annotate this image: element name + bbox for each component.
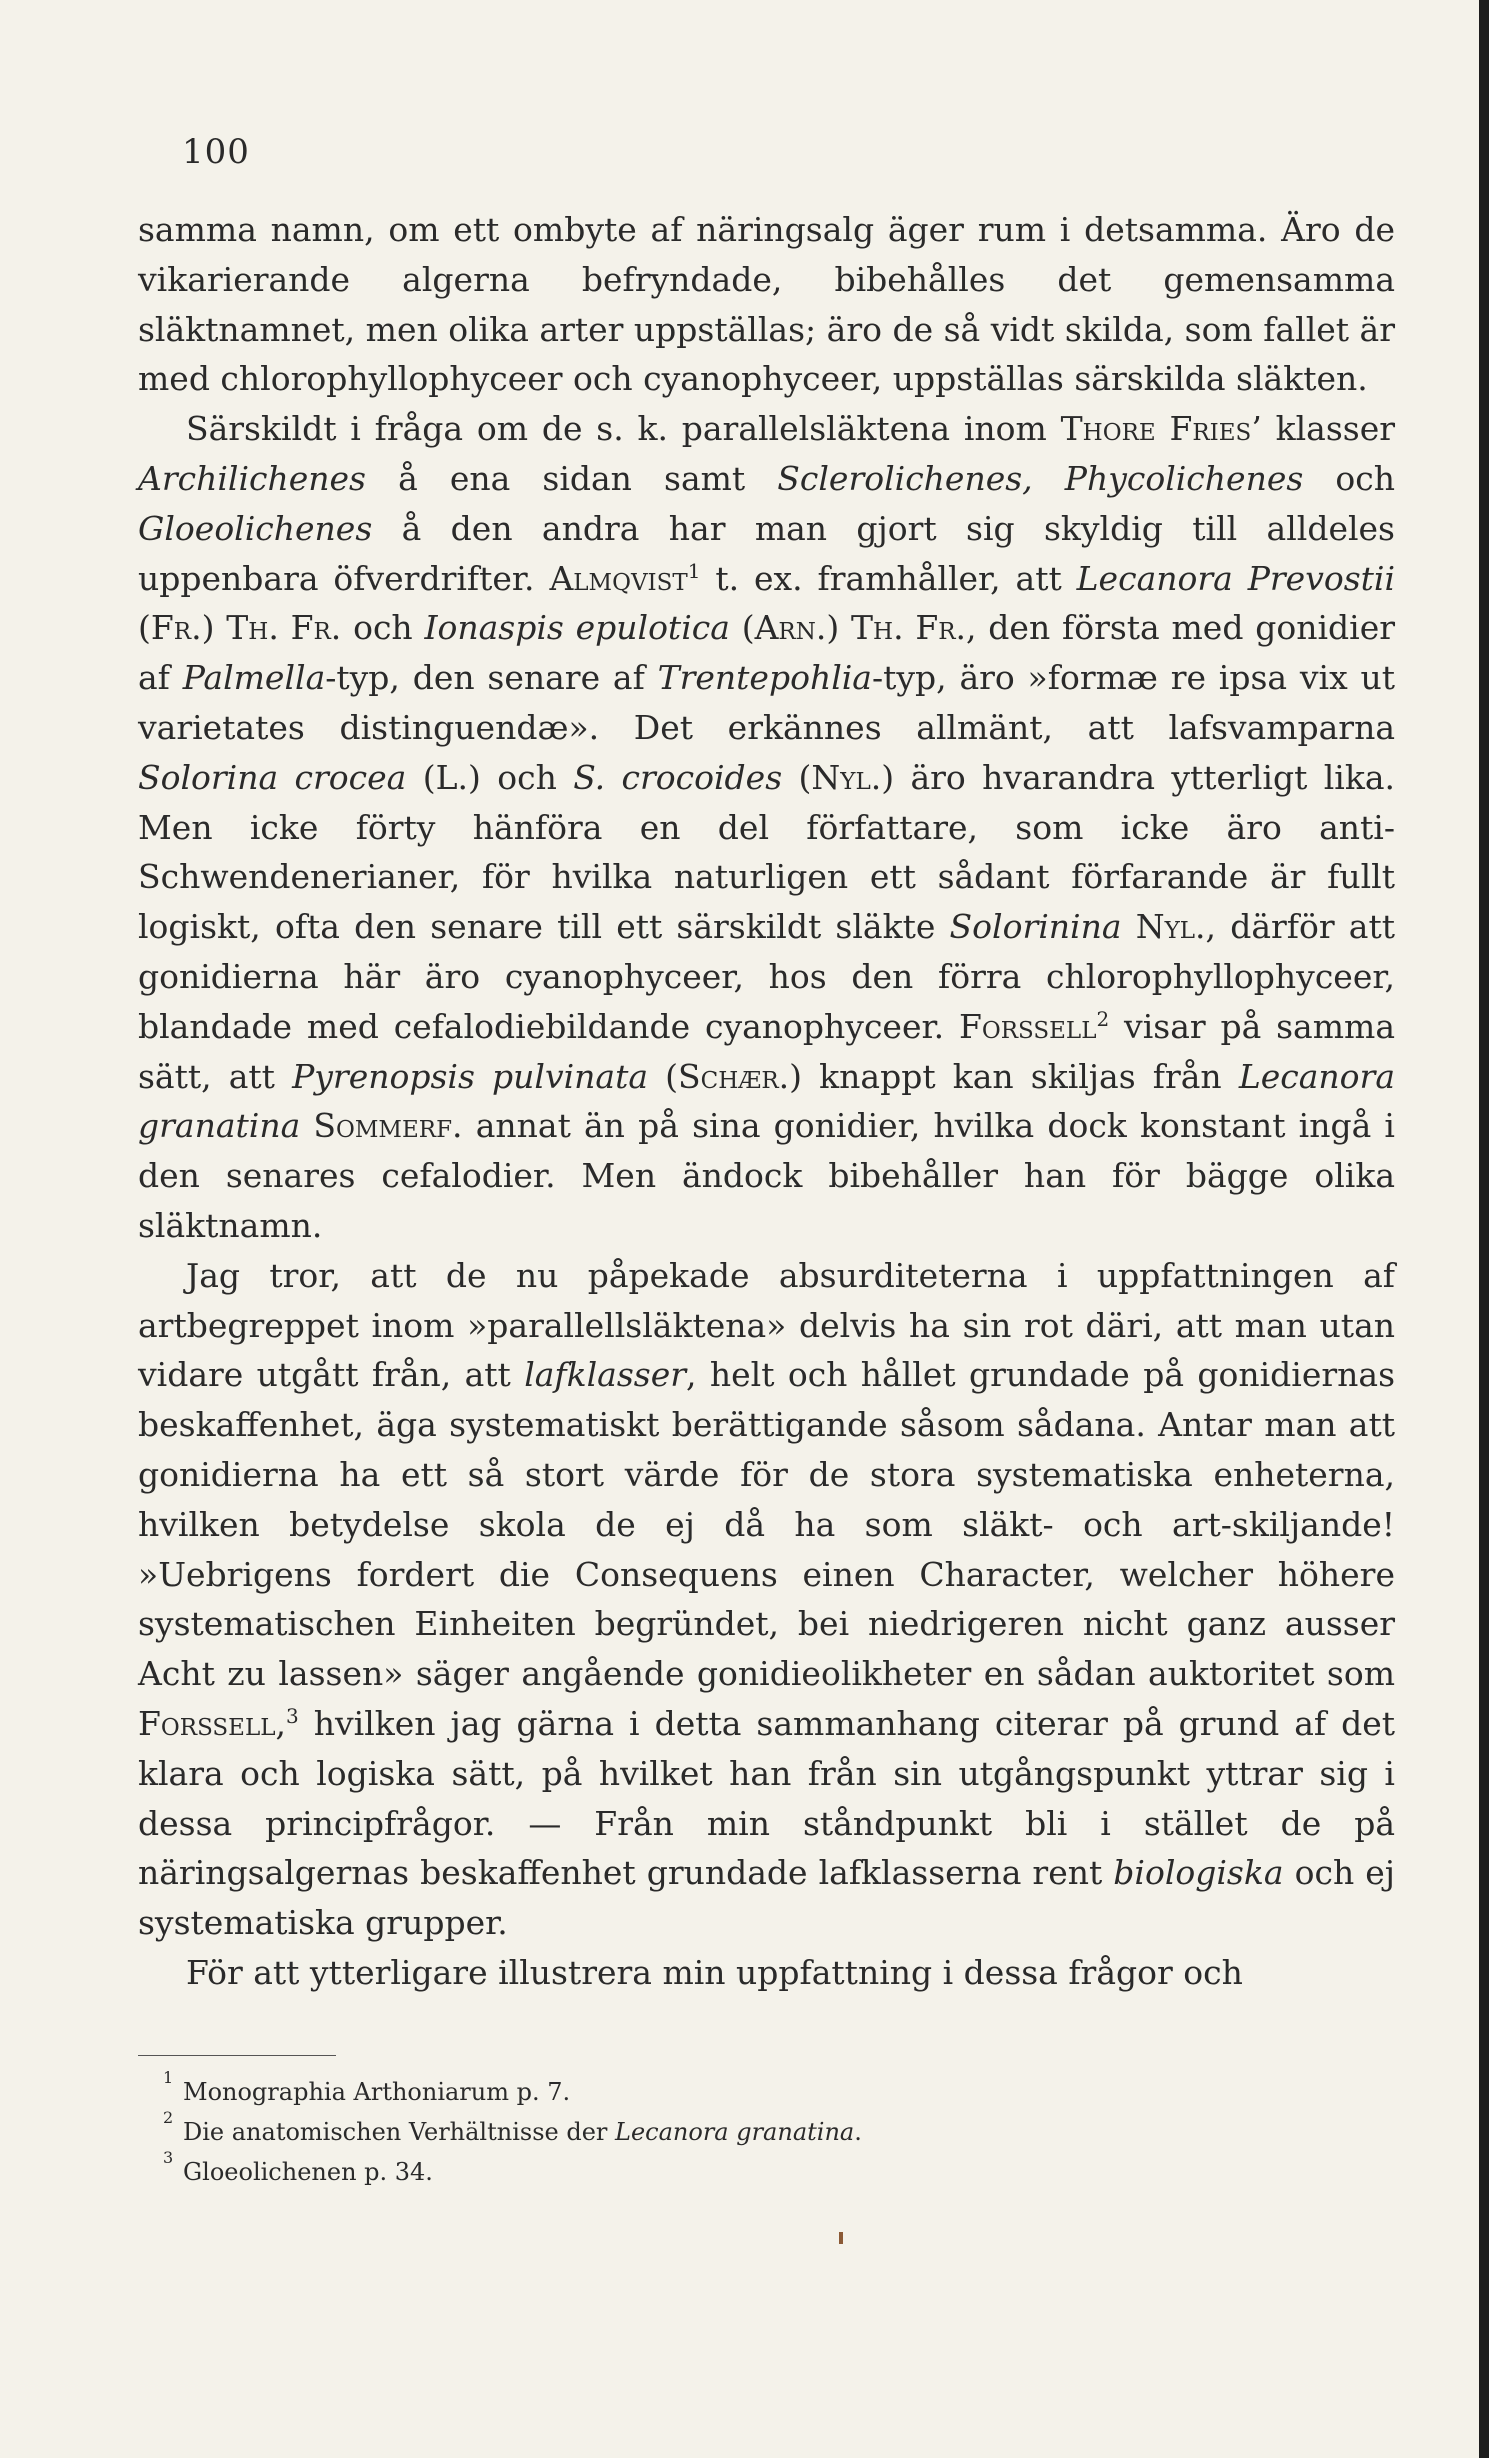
text-run: ) äro hvarandra ytterligt lika. Men icke förty hänföra en del författare, som icke äro anti-Schwendenerianer, för hvilka naturligen ett sådant förfarande är fullt logiskt, ofta den senare till ett särskildt släkte (138, 757, 1396, 947)
author-name: Thore Fries (1060, 409, 1252, 449)
text-run: ( (648, 1056, 679, 1096)
footnote-mark: 3 (163, 2148, 174, 2167)
text-run: och (1303, 458, 1395, 498)
italic-taxon: Palmella (182, 658, 326, 698)
footnote-text: Gloeolichenen p. 34. (183, 2158, 433, 2186)
italic-taxon: biologiska (1113, 1853, 1284, 1893)
italic-taxon: lafklasser (524, 1355, 687, 1395)
italic-taxon: Solorinina (949, 907, 1122, 947)
italic-taxon: Lecanora granatina (138, 1056, 1395, 1146)
body-text (138, 205, 1395, 1998)
footnote-divider (138, 2055, 336, 2056)
author-name: Almqvist (549, 558, 688, 598)
text-run: hvilken jag gärna i detta sammanhang citerar på grund af det klara och logiska sätt, på hvilket han från sin utgångspunkt yttrar sig i dessa principfrågor. — Från min ståndpunkt bli i stället de på näringsalgernas beskaffenhet grundade lafklasserna rent (138, 1703, 1395, 1893)
text-run: ’ klasser (1251, 409, 1395, 449)
footnote-reference: 2 (1096, 1006, 1110, 1031)
text-run: , (275, 1703, 287, 1743)
text-run: , därför att gonidierna här äro cyanophyceer, hos den förra chlorophyllophyceer, blandade med cefalodiebildande cyanophyceer. (138, 907, 1395, 1046)
text-run: t. ex. framhåller, att (700, 558, 1077, 598)
text-run (1122, 907, 1136, 946)
italic-taxon: Sclerolichenes, Phycolichenes (777, 458, 1304, 498)
footnotes (163, 2068, 1283, 2192)
author-name: Forssell (138, 1703, 276, 1743)
text-run: visar på samma sätt, att (138, 1006, 1395, 1096)
italic-taxon: Solorina crocea (138, 757, 407, 797)
footnote (163, 2068, 1283, 2112)
text-run: -typ, den senare af (325, 658, 658, 698)
page-edge (1479, 0, 1489, 2458)
author-name: Sommerf. (313, 1106, 463, 1146)
text-run: Särskildt i fråga om de s. k. parallelsläktena inom (186, 409, 1061, 449)
author-name: Schær. (678, 1056, 790, 1096)
paragraph (138, 1948, 1395, 1998)
text-run: ) (826, 608, 851, 648)
paragraph (138, 205, 1395, 404)
text-run: å den andra har man gjort sig skyldig till alldeles uppenbara öfverdrifter. (138, 508, 1395, 598)
author-name: Forssell (958, 1006, 1097, 1046)
stray-ink-mark (839, 2232, 843, 2244)
text-run: (L.) och (406, 757, 574, 797)
italic-taxon: Lecanora granatina (615, 2118, 855, 2146)
text-run: ) (201, 608, 227, 648)
text-run: å ena sidan samt (366, 458, 778, 498)
footnote-reference: 3 (286, 1703, 299, 1728)
text-run: , helt och hållet grundade på gonidiernas beskaffenhet, äga systematiskt berättigande såsom sådana. Antar man att gonidierna ha ett så stort värde för de stora systematiska enheterna, hvilken betydelse skola de ej då ha som släkt- och art-skiljande! »Uebrigens fordert die Consequens einen Character, welcher höhere systematischen Einheiten begründet, bei niedrigeren nicht ganz ausser Acht zu lassen» säger angående gonidieolikheter en sådan auktoritet som (138, 1355, 1396, 1694)
text-run: annat än på sina gonidier, hvilka dock konstant ingå i den senares cefalodier. Men ändock bibehåller han för bägge olika släktnamn. (138, 1106, 1395, 1245)
text-run: För att ytterligare illustrera min uppfattning i dessa frågor och (186, 1952, 1243, 1992)
footnote-text: Monographia Arthoniarum p. 7. (183, 2078, 571, 2106)
text-run: och (341, 608, 425, 648)
footnote-text: Die anatomischen Verhältnisse der (183, 2118, 616, 2146)
author-name: Arn. (754, 608, 827, 648)
italic-taxon: Ionaspis epulotica (424, 608, 730, 648)
footnote-text: . (854, 2118, 862, 2146)
italic-taxon: Gloeolichenes (138, 508, 373, 548)
text-run: -typ, äro »formæ re ipsa vix ut varietates distinguendæ». Det erkännes allmänt, att lafsvamparna (138, 658, 1395, 747)
text-run: samma namn, om ett ombyte af näringsalg äger rum i detsamma. Äro de vikarierande algerna befryndade, bibehålles det gemensamma släktnamnet, men olika arter uppställas; äro de så vidt skilda, som fallet är med chlorophyllophyceer och cyanophyceer, uppställas särskilda släkten. (138, 210, 1395, 399)
text-run: och ej systematiska grupper. (138, 1853, 1395, 1943)
author-name: Fr. (150, 608, 202, 648)
footnote (163, 2108, 1283, 2152)
italic-taxon: Lecanora Prevostii (1076, 558, 1396, 598)
footnote-reference: 1 (687, 558, 701, 583)
footnote (163, 2148, 1283, 2192)
italic-taxon: Trentepohlia (657, 658, 872, 698)
author-name: Nyl. (1135, 907, 1206, 947)
footnote-mark: 2 (163, 2108, 174, 2127)
text-run: ( (729, 608, 755, 648)
text-run: , den första med gonidier af (138, 608, 1395, 698)
author-name: Nyl. (811, 757, 882, 797)
paragraph (138, 404, 1395, 1251)
text-run: ( (138, 608, 151, 648)
italic-taxon: Archilichenes (138, 458, 366, 498)
text-run: ( (782, 757, 812, 797)
text-run: Jag tror, att de nu påpekade absurditeterna i uppfattningen af artbegreppet inom »parallellsläktena» delvis ha sin rot däri, att man utan vidare utgått från, att (138, 1255, 1395, 1395)
text-run: ) knappt kan skiljas från (789, 1056, 1239, 1096)
text-run (300, 1106, 313, 1145)
italic-taxon: Pyrenopsis pulvinata (292, 1056, 649, 1096)
footnote-mark: 1 (163, 2068, 174, 2087)
author-name: Th. Fr. (851, 608, 967, 648)
author-name: Th. Fr. (226, 608, 342, 648)
paragraph (138, 1251, 1395, 1948)
page-number: 100 (182, 132, 250, 172)
italic-taxon: S. crocoides (573, 757, 783, 797)
